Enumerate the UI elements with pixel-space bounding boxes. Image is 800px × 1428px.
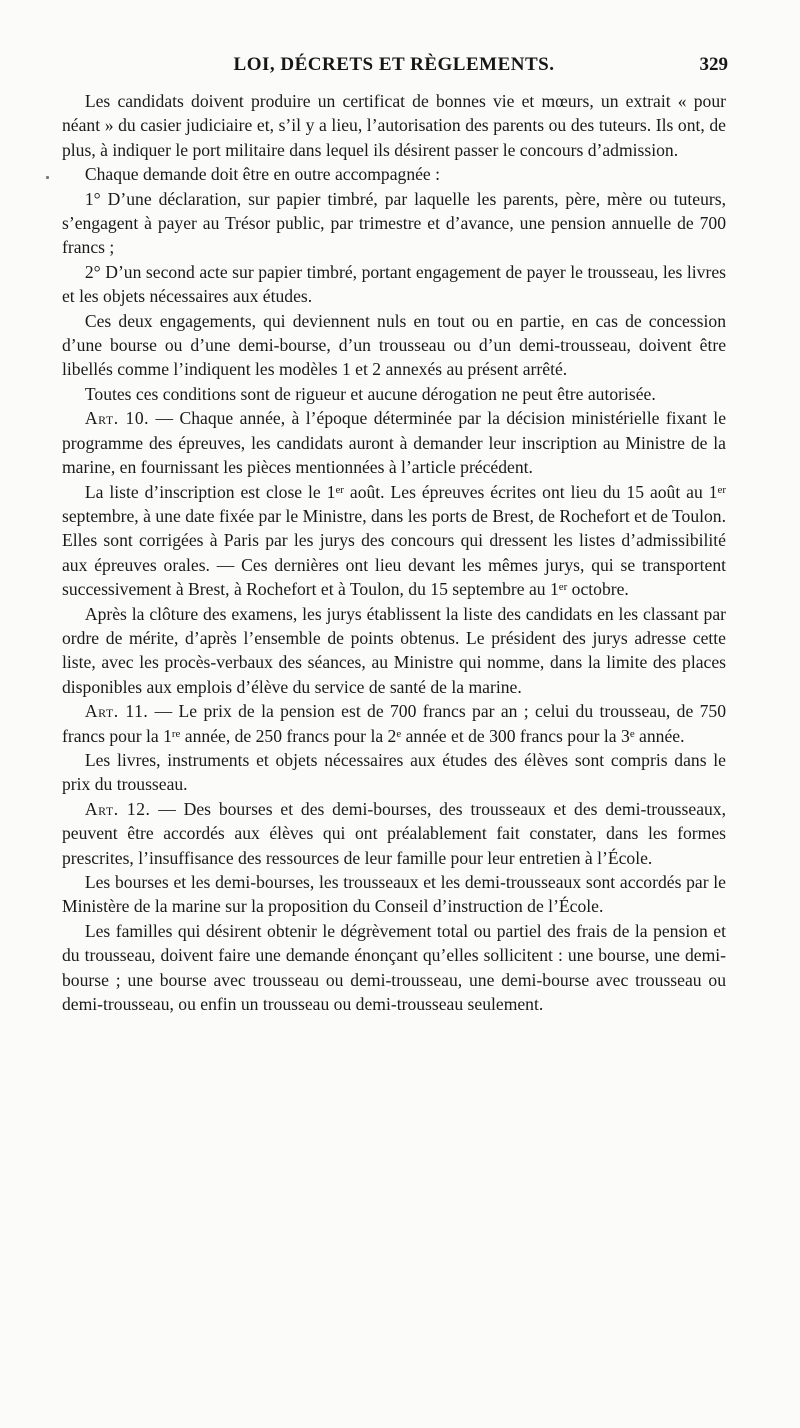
article-label: Art. 10. <box>84 408 150 429</box>
paragraph-text: octobre. <box>567 579 629 600</box>
paragraph <box>62 260 726 309</box>
paragraph <box>62 382 726 406</box>
margin-speck <box>46 176 49 179</box>
paragraph <box>62 480 726 602</box>
paragraph-text: Les livres, instruments et objets nécessaires aux études des élèves sont compris dans le prix du trousseau. <box>62 749 726 795</box>
ordinal-superscript: e <box>396 727 402 740</box>
paragraph-text: année. <box>634 725 685 746</box>
paragraph <box>62 870 726 919</box>
article-paragraph <box>62 699 726 748</box>
paragraph-text: Ces deux engagements, qui deviennent nuls en tout ou en partie, en cas de concession d’une bourse ou d’une demi-bourse, d’un trousseau ou d’un demi-trousseau, doivent être libellés comme l’indiquent les modèles 1 et 2 annexés au présent arrêté. <box>62 310 726 380</box>
page-header <box>60 54 728 82</box>
running-title: LOI, DÉCRETS ET RÈGLEMENTS. <box>233 54 555 75</box>
article-paragraph <box>62 406 726 479</box>
paragraph-text: année et de 300 francs pour la 3 <box>401 725 630 746</box>
paragraph <box>62 748 726 797</box>
paragraph-text: 1° D’une déclaration, sur papier timbré, par laquelle les parents, père, mère ou tuteurs, s’engagent à payer au Trésor public, par trimestre et d’avance, une pension annuelle de 700 francs ; <box>62 188 726 258</box>
paragraph <box>62 919 726 1017</box>
paragraph <box>62 187 726 260</box>
paragraph-text: Toutes ces conditions sont de rigueur et aucune dérogation ne peut être autorisée. <box>84 383 656 404</box>
ordinal-superscript: e <box>629 727 635 740</box>
paragraph <box>62 309 726 382</box>
paragraph-text: La liste d’inscription est close le 1 <box>84 481 336 502</box>
paragraph-text: septembre, à une date fixée par le Ministre, dans les ports de Brest, de Rochefort et de Toulon. Elles sont corrigées à Paris par les jurys des concours qui dressent les listes d’admissibilité aux épreuves orales. — Ces dernières ont lieu devant les mêmes jurys, qui se transportent successivement à Brest, à Rochefort et à Toulon, du 15 septembre au 1 <box>62 505 726 600</box>
ordinal-superscript: re <box>171 727 181 740</box>
paragraph-text: — Des bourses et des demi-bourses, des trousseaux et des demi-trousseaux, peuvent être accordés aux élèves qui ont préalablement fait constater, dans les formes prescrites, l’insuffisance des ressources de leur famille pour leur entretien à l’École. <box>62 798 726 868</box>
paragraph-text: — Chaque année, à l’époque déterminée par la décision ministérielle fixant le programme des épreuves, les candidats auront à demander leur inscription au Ministre de la marine, en fournissant les pièces mentionnées à l’article précédent. <box>62 408 726 478</box>
paragraph <box>62 89 726 162</box>
article-paragraph <box>62 797 726 870</box>
ordinal-superscript: er <box>335 483 344 496</box>
article-label: Art. 12. <box>84 798 151 819</box>
ordinal-superscript: er <box>558 581 568 594</box>
paragraph <box>62 602 726 700</box>
paragraph-text: Les candidats doivent produire un certificat de bonnes vie et mœurs, un extrait « pour néant » du casier judiciaire et, s’il y a lieu, l’autorisation des parents ou des tuteurs. Ils ont, de plus, à indiquer le port militaire dans lequel ils désirent passer le concours d’admission. <box>62 91 726 160</box>
paragraph-text: 2° D’un second acte sur papier timbré, portant engagement de payer le trousseau, les livres et les objets nécessaires aux études. <box>62 261 726 307</box>
body-text <box>62 89 726 1016</box>
paragraph-text: Les bourses et les demi-bourses, les trousseaux et les demi-trousseaux sont accordés par le Ministère de la marine sur la proposition du Conseil d’instruction de l’École. <box>62 872 726 917</box>
paragraph-text: Chaque demande doit être en outre accompagnée : <box>84 164 441 185</box>
paragraph-text: année, de 250 francs pour la 2 <box>180 725 397 746</box>
paragraph-text: Les familles qui désirent obtenir le dégrèvement total ou partiel des frais de la pension et du trousseau, doivent faire une demande énonçant qu’elles sollicitent : une bourse, une demi-bourse ; une bourse avec trousseau ou demi-trousseau, une demi-bourse avec trousseau ou demi-trousseau, ou enfin un trousseau ou demi-trousseau seulement. <box>62 920 726 1015</box>
paragraph-text: — Le prix de la pension est de 700 francs par an ; celui du trousseau, de 750 francs pour la 1 <box>62 701 726 746</box>
page-number: 329 <box>699 54 728 75</box>
paragraph-text: août. Les épreuves écrites ont lieu du 15 août au 1 <box>343 481 718 502</box>
paragraph <box>62 162 726 186</box>
paragraph-text: Après la clôture des examens, les jurys établissent la liste des candidats en les classant par ordre de mérite, d’après l’ensemble de points obtenus. Le président des jurys adresse cette liste, avec les procès-verbaux des séances, au Ministre qui nomme, dans la limite des places disponibles aux emplois d’élève du service de santé de la marine. <box>62 603 726 697</box>
ordinal-superscript: er <box>717 483 726 496</box>
article-label: Art. 11. <box>84 701 149 722</box>
